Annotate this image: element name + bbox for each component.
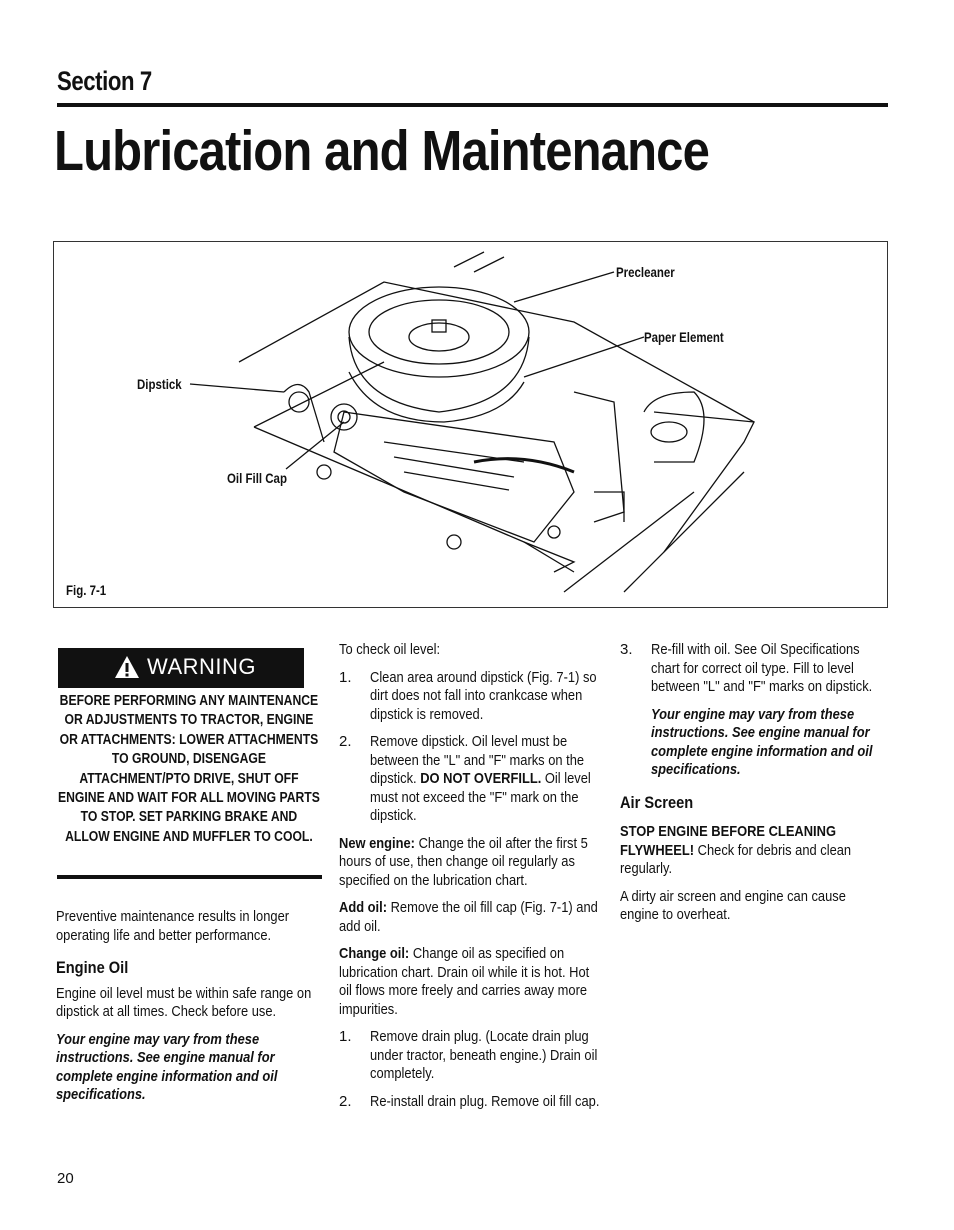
label-oil-fill-cap: Oil Fill Cap (227, 470, 287, 486)
right-column (620, 641, 886, 934)
left-column (56, 908, 322, 1114)
warning-triangle-icon (114, 655, 140, 679)
engine-illustration (54, 242, 887, 607)
change-steps (339, 1028, 604, 1111)
new-engine-text: Change the oil after the first 5 hours of use, then change oil regularly as specified on the lubrication chart. (339, 834, 588, 889)
warning-rule (57, 875, 322, 879)
warning-banner (58, 648, 304, 688)
section-label: Section 7 (57, 66, 152, 96)
air-screen-heading: Air Screen (620, 792, 694, 812)
warning-label: WARNING (147, 654, 257, 679)
air-screen-text: Check for debris and clean regularly. (620, 841, 852, 877)
list-item: 1. Clean area around dipstick (Fig. 7-1) so dirt does not fall into crankcase when dipstick is removed. (339, 668, 597, 723)
intro-text: Preventive maintenance results in longer operating life and better performance. (56, 908, 290, 944)
page-title: Lubrication and Maintenance (54, 119, 709, 183)
header-rule (57, 103, 888, 107)
change-oil-label: Change oil: (339, 945, 410, 962)
air-screen-text-2: A dirty air screen and engine can cause engine to overheat. (620, 887, 846, 923)
new-engine-label: New engine: (339, 834, 415, 852)
right-note: Your engine may vary from these instructions. See engine manual for complete engine information and oil specifications. (651, 705, 873, 778)
check-steps (339, 669, 604, 826)
list-item: 3. Re-fill with oil. See Oil Specifications chart for correct oil type. Fill to level between "L" and "F" marks on dipstick. (620, 641, 873, 695)
page-number: 20 (57, 1170, 74, 1187)
label-precleaner: Precleaner (616, 264, 675, 280)
engine-oil-heading: Engine Oil (56, 958, 129, 977)
warning-text: BEFORE PERFORMING ANY MAINTENANCE OR ADJUSTMENTS TO TRACTOR, ENGINE OR ATTACHMENTS: LOWER ATTACHMENTS TO GROUND, DISENGAGE ATTACHMENT/PTO DRIVE, SHUT OFF ENGINE AND WAIT FOR ALL MOVING PARTS TO STOP. SET PARKING BRAKE AND ALLOW ENGINE AND MUFFLER TO COOL. (58, 693, 320, 845)
add-oil-text: Remove the oil fill cap (Fig. 7-1) and add oil. (339, 899, 598, 935)
list-item: 2. Re-install drain plug. Remove oil fill cap. (339, 1092, 600, 1110)
list-item: 2. Remove dipstick. Oil level must be between the "L" and "F" marks on the dipstick. DO NOT OVERFILL. Oil level must not exceed the "F" mark on the dipstick. (339, 733, 591, 824)
refill-step (620, 641, 886, 697)
figure-caption: Fig. 7-1 (66, 582, 107, 598)
engine-oil-note: Your engine may vary from these instructions. See engine manual for complete engine information and oil specifications. (56, 1030, 278, 1103)
check-intro: To check oil level: (339, 641, 441, 658)
list-item: 1. Remove drain plug. (Locate drain plug under tractor, beneath engine.) Drain oil completely. (339, 1028, 598, 1082)
label-paper-element: Paper Element (644, 329, 724, 345)
engine-oil-text: Engine oil level must be within safe range on dipstick at all times. Check before use. (56, 984, 312, 1020)
label-dipstick: Dipstick (137, 376, 182, 392)
middle-column (339, 641, 604, 1120)
engine-figure (53, 241, 888, 608)
add-oil-label: Add oil: (339, 899, 388, 916)
change-oil-text: Change oil as specified on lubrication chart. Drain oil while it is hot. Hot oil flows more freely and carries away more impurities. (339, 945, 590, 1018)
air-screen-warning: STOP ENGINE BEFORE CLEANING FLYWHEEL! (620, 823, 836, 859)
